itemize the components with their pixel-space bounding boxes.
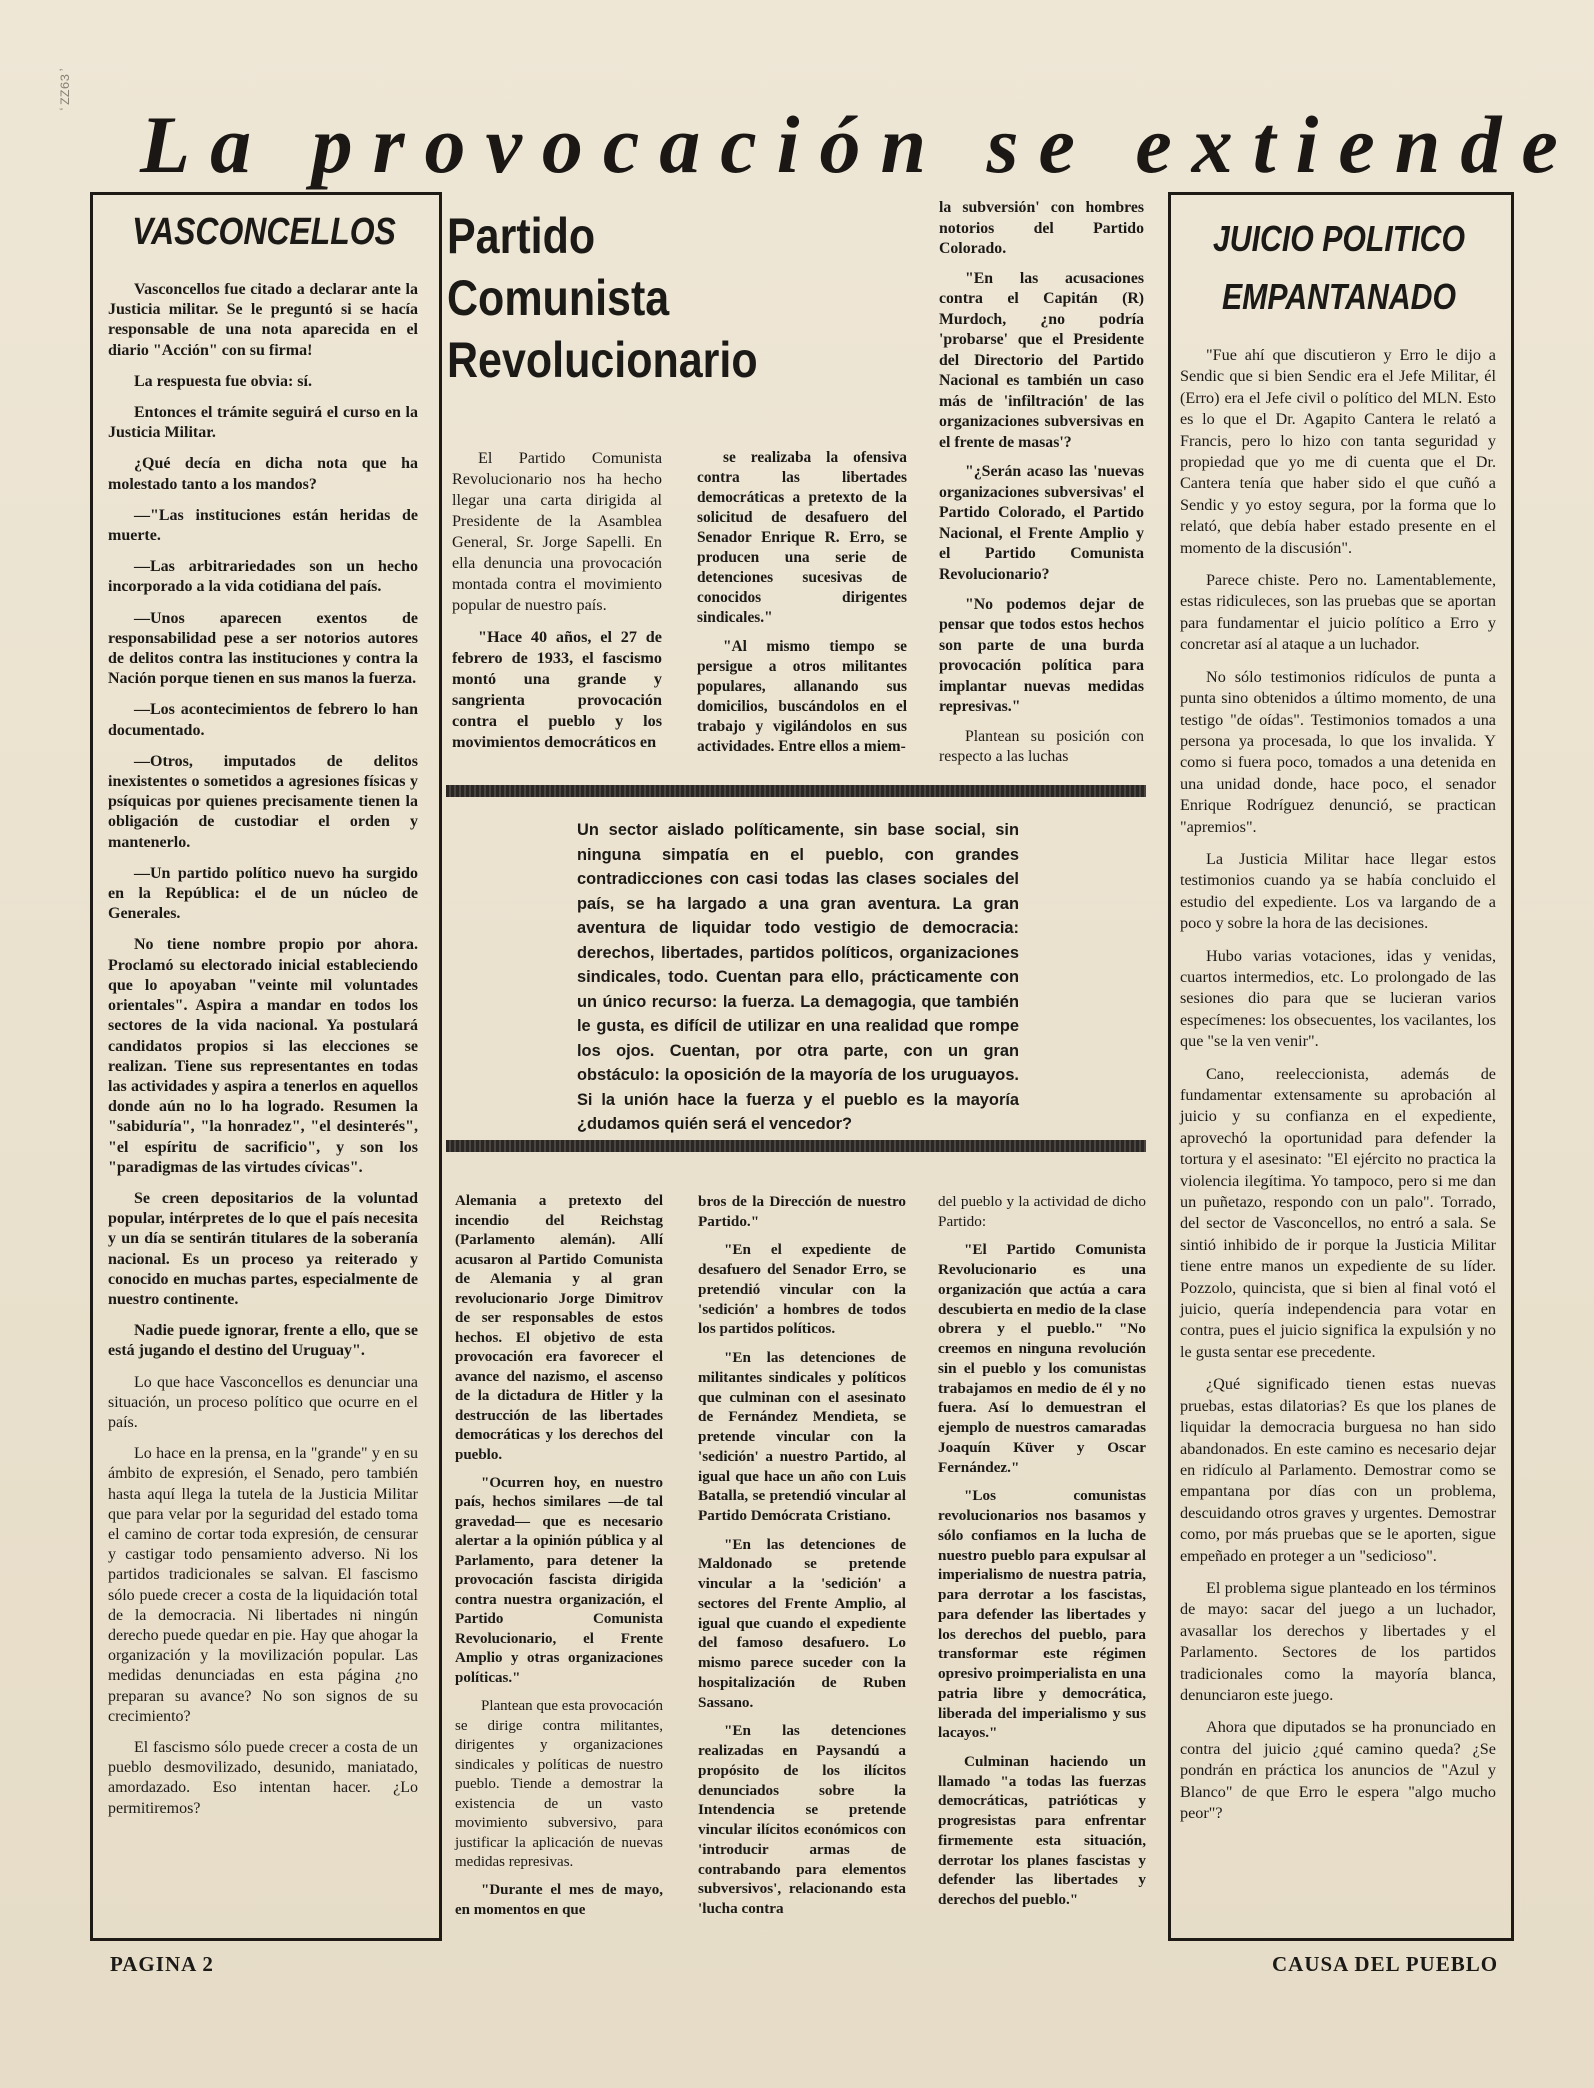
paragraph: Entonces el trámite seguirá el curso en la Justicia Militar. [108, 404, 418, 442]
paragraph: La respuesta fue obvia: sí. [134, 372, 312, 390]
paragraph: —"Las instituciones están heridas de muerte. [108, 506, 418, 545]
pcr-column-bottom-1 [455, 1192, 663, 1929]
paragraph: No sólo testimonios ridículos de punta a punta sino obtenidos a último momento, de una testigo "de oídas". Testimonios tomados a una persona ya procesada, lo que los invalida. Y como si fuera poco, tomados a una detenida en una unidad donde, hace poco, el senador Enrique Rodríguez denunció, se practican "apremios". [1180, 667, 1496, 836]
pcr-title-line: Partido [447, 208, 596, 264]
paragraph: —Otros, imputados de delitos inexistentes o sometidos a agresiones físicas y psíquicas por quienes precisamente tienen la obligación de custodiar el orden y mantenerlo. [108, 752, 418, 851]
paragraph: Plantean su posición con respecto a las luchas [939, 727, 1144, 766]
juicio-politico-title [1200, 210, 1477, 326]
pcr-column-top-1 [452, 448, 662, 764]
pcr-column-top-2 [697, 448, 907, 766]
paragraph: "En las detenciones de militantes sindicales y políticos que culminan con el asesinato de Fernández Mendieta, se pretende vincular con la 'sedición' a nuestro Partido, al igual que hace un año con Luis Batalla, se pretendió vincular al Partido Demócrata Cristiano. [698, 1349, 906, 1524]
paragraph: Ahora que diputados se ha pronunciado en contra del juicio ¿qué camino queda? ¿Se pondrán en práctica los anuncios de "Azul y Blanco" de que Erro le espera "algo mucho peor"? [1180, 1718, 1496, 1822]
paragraph: "Al mismo tiempo se persigue a otros militantes populares, allanando sus domicilios, buscándolos en el trabajo y vigilándolos en sus actividades. Entre ellos a miem- [697, 638, 907, 755]
paragraph: "No podemos dejar de pensar que todos estos hechos son parte de una burda provocación política para implantar nuevas medidas represivas." [939, 595, 1144, 716]
publication-name: CAUSA DEL PUEBLO [1272, 1952, 1499, 1976]
paragraph: Alemania a pretexto del incendio del Reichstag (Parlamento alemán). Allí acusaron al Partido Comunista de Alemania y al gran revolucionario Jorge Dimitrov de ser responsables de estos hechos. El objetivo de esta provocación era favorecer el avance del nazismo, el ascenso de la dictadura de Hitler y la destrucción de las libertades democráticas y los derechos del pueblo. [455, 1193, 663, 1463]
paragraph: Se creen depositarios de la voluntad popular, intérpretes de lo que el país necesita y un día se sentirán titulares de la soberanía nacional. Es un proceso ya reiterado y conocido en muchas partes, especialmente de nuestro continente. [108, 1189, 418, 1308]
paragraph: Nadie puede ignorar, frente a ello, que se está jugando el destino del Uruguay". [108, 1322, 418, 1360]
paragraph: bros de la Dirección de nuestro Partido." [698, 1193, 906, 1230]
paragraph: "Los comunistas revolucionarios nos basamos y sólo confiamos en la lucha de nuestro pueblo para expulsar al imperialismo de nuestra patria, para derrotar a los fascistas, para defender las libertades y los derechos del pueblo, para transformar este régimen opresivo proimperialista en una patria libre y democrática, liberada del imperialismo y sus lacayos." [938, 1487, 1146, 1742]
page-headline: La provocación se extiende [140, 99, 1578, 190]
juicio-title-line: JUICIO POLITICO [1212, 218, 1466, 259]
juicio-politico-body [1180, 345, 1496, 1835]
pcr-pullquote: Un sector aislado políticamente, sin base social, sin ninguna simpatía en el pueblo, con grandes contradicciones con casi todas las clases sociales del país, se ha largado a una gran aventura. La gran aventura de liquidar todo vestigio de democracia: derechos, libertades, partidos políticos, organizaciones sindicales, todo. Cuentan para ello, prácticamente con un único recurso: la fuerza. La demagogia, que también le gusta, es difícil de utilizar en una realidad que rompe los ojos. Cuentan, por otra parte, con un gran obstáculo: la oposición de la mayoría de los uruguayos. Si la unión hace la fuerza y el pueblo es la mayoría ¿dudamos quién será el vencedor? [577, 821, 1019, 1133]
paragraph: la subversión' con hombres notorios del Partido Colorado. [939, 199, 1144, 257]
paragraph: "Fue ahí que discutieron y Erro le dijo a Sendic que si bien Sendic era el Jefe Militar, él (Erro) era el Jefe civil o político del MLN. Esto es lo que el Dr. Agapito Cantera le relató a Francis, pero lo hizo con tanta seguridad y propiedad que yo me di cuenta que el Dr. Cantera tenía que haber sido el que cuñó a Sendic y yo estoy segura, por la forma que lo relató, que debía haber estado presente en el momento de la discusión". [1180, 346, 1496, 557]
paragraph: "El Partido Comunista Revolucionario es una organización que actúa a cara descubierta en medio de la clase obrera y el pueblo." "No creemos en ninguna revolución sin el pueblo y los comunistas trabajamos en medio de él y no fuera. Así lo demuestran el ejemplo de nuestros camaradas Joaquín Küver y Oscar Fernández." [938, 1241, 1146, 1476]
archive-mark: ʻZZ63ʼ [58, 66, 73, 113]
paragraph: Vasconcellos fue citado a declarar ante la Justicia militar. Se le preguntó si se hacía responsable de una nota aparecida en el diario "Acción" con su firma! [108, 281, 418, 359]
divider-rule-top [446, 785, 1146, 797]
paragraph: Culminan haciendo un llamado "a todas las fuerzas democráticas, patrióticas y progresistas para enfrentar firmemente esta situación, derrotar los planes fascistas y defender las libertades y derechos del pueblo." [938, 1752, 1146, 1909]
pcr-title-line: Comunista [447, 270, 670, 326]
paragraph: Hubo varias votaciones, idas y venidas, cuartos intermedios, etc. Lo prolongado de las sesiones dio para que se lucieran varios especímenes: los obsecuentes, los vacilantes, los que "se la ven venir". [1180, 946, 1496, 1051]
pcr-column-bottom-2 [698, 1192, 906, 1928]
paragraph: El fascismo sólo puede crecer a costa de un pueblo desmovilizado, desunido, maniatado, amordazado. Eso intentan hacer. ¿Lo permitiremos? [108, 1739, 418, 1817]
juicio-title-line: EMPANTANADO [1221, 276, 1457, 317]
paragraph: —Un partido político nuevo ha surgido en la República: el de un núcleo de Generales. [108, 864, 418, 923]
paragraph: "Ocurren hoy, en nuestro país, hechos similares —de tal gravedad— que es necesario alertar a la opinión pública y al Parlamento, para detener la provocación fascista dirigida contra nuestra organización, el Partido Comunista Revolucionario, el Frente Amplio y otras organizaciones políticas." [455, 1474, 663, 1686]
paragraph: Plantean que esta provocación se dirige contra militantes, dirigentes y organizaciones sindicales y políticas de nuestro pueblo. Tiende a demostrar la existencia de un vasto movimiento subversivo, para justificar la aplicación de nuevas medidas represivas. [455, 1698, 664, 1871]
paragraph: se realizaba la ofensiva contra las libertades democráticas a pretexto de la solicitud de desafuero del Senador Enrique R. Erro, se producen una serie de detenciones sucesivas de conocidos dirigentes sindicales." [697, 449, 907, 626]
paragraph: "En el expediente de desafuero del Senador Erro, se pretendió vincular con la 'sedición' a hombres de todos los partidos políticos. [698, 1241, 906, 1338]
paragraph: "Hace 40 años, el 27 de febrero de 1933, el fascismo montó una grande y sangrienta provocación contra el pueblo y los movimientos democráticos en [452, 628, 662, 751]
paragraph: No tiene nombre propio por ahora. Proclamó su electorado inicial estableciendo que lo apoyaban "veinte mil voluntades orientales". Aspira a mandar en todos los sectores de la vida nacional. Ya postulará candidatos propios si las elecciones se realizan. Tiene sus representantes en todas las actividades y aspira a tenerlos en aquellos donde aún no lo ha logrado. Resumen la "sabiduría", "la honradez", "el desinterés", "el espíritu de sacrificio", y son los "paradigmas de las virtudes cívicas". [108, 936, 418, 1176]
paragraph: El problema sigue planteado en los términos de mayo: sacar del juego a un luchador, avasallar los derechos y libertades y el Parlamento. Sectores de los partidos tradicionales como la mayoría blanca, denunciaron este juego. [1180, 1578, 1496, 1704]
pcr-column-bottom-3 [938, 1192, 1146, 1919]
paragraph: ¿Qué significado tienen estas nuevas pruebas, estas dilatorias? Es que los planes de liquidar la democracia burguesa no han sido abandonados. En este camino es necesario dejar en ridículo al Parlamento. Demostrar como se empantana por días con un problema, descuidando otros graves y urgentes. Demostrar como, por más pruebas que se le aporten, sigue empeñado en proteger a un "sedicioso". [1180, 1375, 1496, 1565]
paragraph: Cano, reeleccionista, además de fundamentar extensamente su aprobación al juicio y su confianza en el expediente, aprovechó la oportunidad para defender la tortura y el asesinato: "El ejército no practica la violencia ilegítima. Yo tampoco, pero si me dan un puñetazo, respondo con un palo". Torrado, del sector de Vasconcellos, no entró a sala. Se sintió inhibido de ir porque la Justicia Militar tiene entre manos un expediente de su líder. Pozzolo, quincista, que si bien al final votó el juicio, quería independencia para votar en contra, pues el juicio significa la expulsión y no le gusta sentar ese precedente. [1180, 1064, 1496, 1361]
vasconcellos-title: VASCONCELLOS [132, 211, 396, 253]
pcr-column-top-3 [939, 198, 1144, 777]
paragraph: "En las detenciones realizadas en Paysandú a propósito de los ilícitos denunciados sobre la Intendencia se pretende vincular ilícitos económicos con 'introducir armas de contrabando para elementos subversivos', relacionando esta 'lucha contra [698, 1722, 906, 1917]
page-number: PAGINA 2 [110, 1952, 214, 1976]
paragraph: La Justicia Militar hace llegar estos testimonios cuando ya se había concluido el estudio del expediente. Los va largando de a poco y sobre la hora de las decisiones. [1180, 849, 1496, 933]
paragraph: "Durante el mes de mayo, en momentos en que [455, 1882, 663, 1918]
pcr-title-line: Revolucionario [447, 332, 758, 388]
divider-rule-bottom [446, 1140, 1146, 1152]
vasconcellos-body [108, 280, 418, 1830]
paragraph: Lo que hace Vasconcellos es denunciar una situación, un proceso político que ocurre en el país. [108, 1373, 418, 1431]
paragraph: —Unos aparecen exentos de responsabilidad pese a ser notorios autores de delitos contra las instituciones y contra la Nación porque tienen en sus manos la fuerza. [108, 609, 418, 688]
pcr-title [447, 205, 808, 391]
paragraph: Lo hace en la prensa, en la "grande" y en su ámbito de expresión, el Senado, pero también hasta aquí llega la tutela de la Justicia Militar que para velar por la seguridad del estado toma el camino de cortar toda expresión, de censurar y castigar todo pensamiento adverso. Ni los partidos tradicionales se salvan. El fascismo sólo puede crecer a costa de la liquidación total de la democracia. Ni libertades ni ningún derecho puede quedar en pie. Hay que ahogar la organización y la movilización popular. Las medidas denunciadas en esta página ¿no preparan su avance? No son signos de su crecimiento? [108, 1445, 418, 1725]
paragraph: "En las detenciones de Maldonado se pretende vincular a la 'sedición' a sectores del Frente Amplio, al igual que cuando el expediente del famoso desafuero. Lo mismo parece suceder con la hospitalización de Ruben Sassano. [698, 1535, 906, 1711]
paragraph: "En las acusaciones contra el Capitán (R) Murdoch, ¿no podría 'probarse' que el Presidente del Directorio del Partido Nacional es también un caso más de 'infiltración' de las organizaciones subversivas en el frente de masas'? [939, 269, 1144, 451]
paragraph: del pueblo y la actividad de dicho Partido: [938, 1193, 1146, 1230]
paragraph: —Las arbitrariedades son un hecho incorporado a la vida cotidiana del país. [108, 558, 418, 596]
paragraph: —Los acontecimientos de febrero lo han documentado. [108, 701, 418, 739]
paragraph: ¿Qué decía en dicha nota que ha molestado tanto a los mandos? [108, 455, 418, 493]
paragraph: Parece chiste. Pero no. Lamentablemente, estas ridiculeces, son las pruebas que se aportan para fundamentar el juicio político a Erro y concretar así al ataque a un luchador. [1180, 571, 1496, 654]
paragraph: El Partido Comunista Revolucionario nos ha hecho llegar una carta dirigida al Presidente de la Asamblea General, Sr. Jorge Sapelli. En ella denuncia una provocación montada contra el movimiento popular de nuestro país. [452, 449, 662, 614]
paragraph: "¿Serán acaso las 'nuevas organizaciones subversivas' el Partido Colorado, el Partido Nacional, el Frente Amplio y el Partido Comunista Revolucionario? [939, 463, 1144, 583]
